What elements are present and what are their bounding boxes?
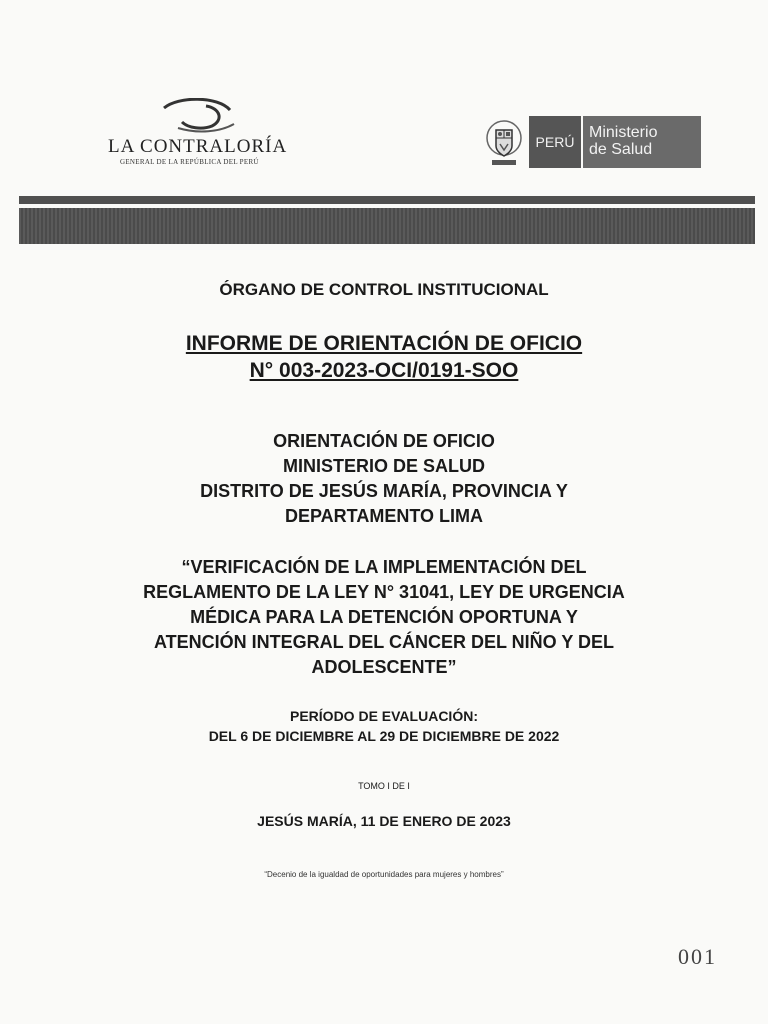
contraloria-subtitle: GENERAL DE LA REPÚBLICA DEL PERÚ xyxy=(120,158,259,166)
informe-title-line1: INFORME DE ORIENTACIÓN DE OFICIO xyxy=(185,332,583,355)
ministerio-line1: Ministerio xyxy=(589,124,658,141)
orientacion-line3: DISTRITO DE JESÚS MARÍA, PROVINCIA Y xyxy=(200,481,568,501)
peru-label: PERÚ xyxy=(529,116,581,168)
titulo-line3: MÉDICA PARA LA DETENCIÓN OPORTUNA Y xyxy=(190,607,578,627)
informe-title xyxy=(0,330,768,384)
informe-number: N° 003-2023-OCI/0191-SOO xyxy=(249,359,519,382)
periodo-value: DEL 6 DE DICIEMBRE AL 29 DE DICIEMBRE DE 2022 xyxy=(208,728,560,744)
orientacion-line1: ORIENTACIÓN DE OFICIO xyxy=(273,431,495,451)
document-title xyxy=(0,555,768,680)
ministerio-label xyxy=(583,116,701,168)
orientacion-line4: DEPARTAMENTO LIMA xyxy=(285,506,483,526)
contraloria-name: LA CONTRALORÍA xyxy=(108,136,288,157)
periodo-label: PERÍODO DE EVALUACIÓN: xyxy=(290,708,478,724)
titulo-line1: “VERIFICACIÓN DE LA IMPLEMENTACIÓN DEL xyxy=(181,557,587,577)
peru-coat-of-arms-icon xyxy=(484,116,524,168)
periodo-block xyxy=(0,706,768,746)
titulo-line4: ATENCIÓN INTEGRAL DEL CÁNCER DEL NIÑO Y DEL xyxy=(153,632,615,652)
orientacion-block xyxy=(0,429,768,529)
ministerio-line2: de Salud xyxy=(589,141,653,158)
organo-heading: ÓRGANO DE CONTROL INSTITUCIONAL xyxy=(219,280,549,299)
decenio-slogan: “Decenio de la igualdad de oportunidades para mujeres y hombres” xyxy=(264,870,504,879)
contraloria-swoosh-icon xyxy=(158,98,238,134)
orientacion-line2: MINISTERIO DE SALUD xyxy=(282,456,485,476)
tomo-label: TOMO I DE I xyxy=(358,781,410,791)
titulo-line2: REGLAMENTO DE LA LEY N° 31041, LEY DE URGENCIA xyxy=(143,582,625,602)
page-number: 001 xyxy=(678,944,717,969)
header-divider-thin xyxy=(19,196,755,204)
contraloria-logo xyxy=(108,98,298,168)
titulo-line5: ADOLESCENTE” xyxy=(311,657,457,677)
header-divider-thick xyxy=(19,208,755,244)
document-date: JESÚS MARÍA, 11 DE ENERO DE 2023 xyxy=(257,813,511,829)
